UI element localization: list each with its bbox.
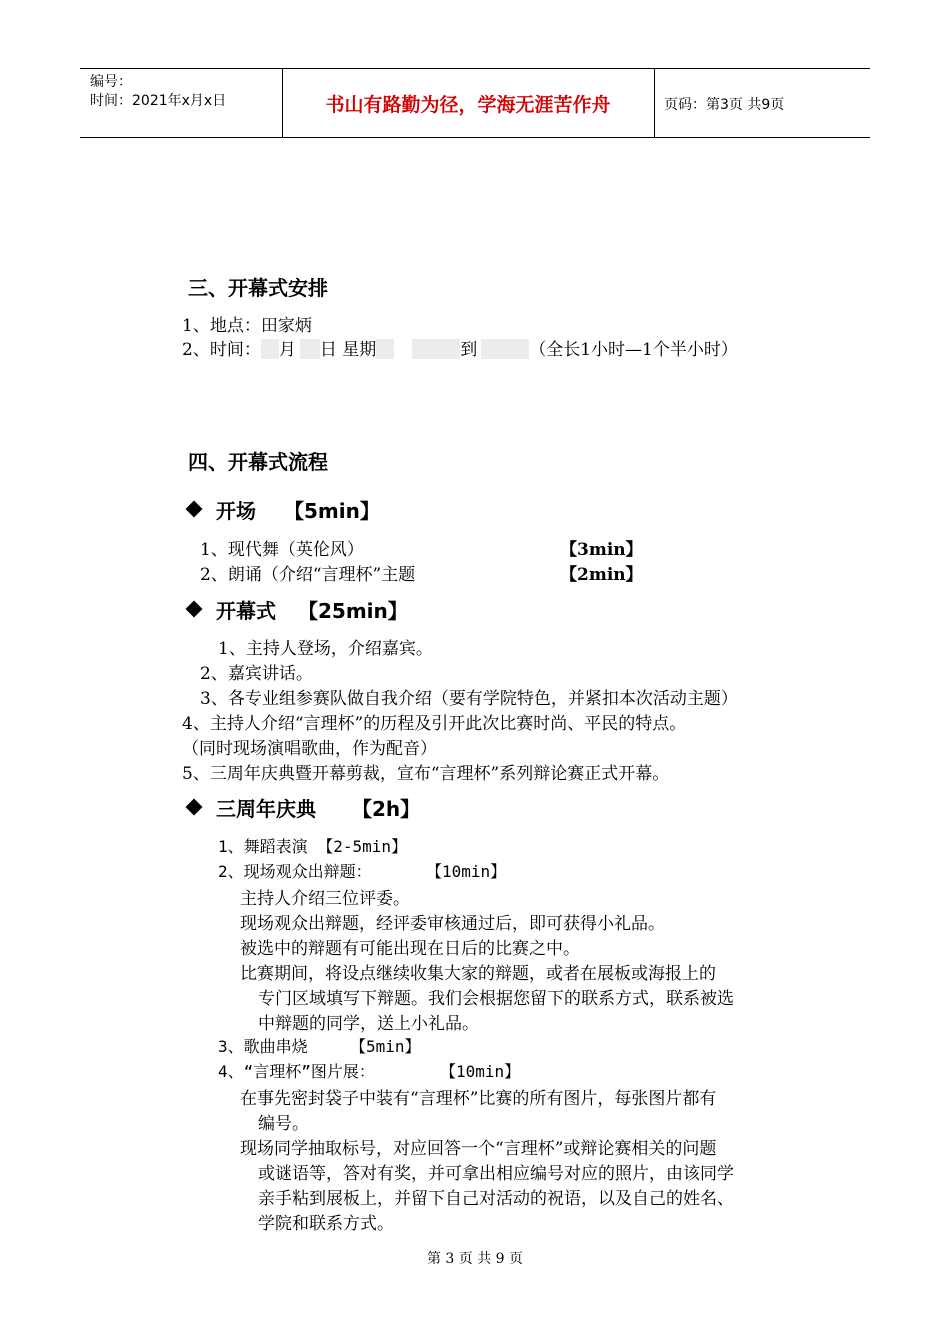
ceremony-item: 1、主持人登场，介绍嘉宾。	[218, 639, 433, 659]
anniversary-title: 三周年庆典	[216, 797, 316, 821]
item4-line: 编号。	[258, 1114, 309, 1134]
header-divider	[654, 69, 655, 137]
item4-line: 或谜语等，答对有奖，并可拿出相应编号对应的照片，由该同学	[258, 1164, 734, 1184]
ceremony-item: 3、各专业组参赛队做自我介绍（要有学院特色，并紧扣本次活动主题）	[200, 689, 738, 709]
opening-item-time: 【3min】	[560, 540, 643, 560]
opening-title: 开场	[216, 499, 256, 523]
ceremony-item: 4、主持人介绍“言理杯”的历程及引开此次比赛时尚、平民的特点。	[182, 714, 687, 734]
item4-line: 现场同学抽取标号，对应回答一个“言理杯”或辩论赛相关的问题	[240, 1139, 717, 1159]
section3-title: 三、开幕式安排	[188, 276, 328, 300]
opening-item: 2、朗诵（介绍“言理杯”主题	[200, 565, 416, 585]
item2-line: 主持人介绍三位评委。	[240, 889, 410, 909]
anniversary-item4-time: 【10min】	[440, 1062, 521, 1081]
header-table	[80, 68, 870, 138]
item2-line: 现场观众出辩题，经评委审核通过后，即可获得小礼品。	[240, 914, 665, 934]
page-footer: 第 3 页 共 9 页	[426, 1251, 524, 1267]
section4-title: 四、开幕式流程	[188, 450, 328, 474]
blank-field	[481, 339, 529, 359]
ceremony-item: 5、三周年庆典暨开幕剪裁，宣布“言理杯”系列辩论赛正式开幕。	[182, 764, 670, 784]
day-label: 日	[319, 340, 337, 360]
anniversary-heading	[182, 793, 420, 822]
item2-line: 专门区域填写下辩题。我们会根据您留下的联系方式，联系被选	[258, 989, 734, 1009]
header-left-cell	[90, 73, 226, 111]
diamond-bullet-icon	[186, 601, 203, 618]
anniversary-item4: 4、“言理杯”图片展：	[218, 1062, 375, 1081]
month-label: 月	[278, 340, 296, 360]
blank-field	[261, 339, 279, 359]
ceremony-item: （同时现场演唱歌曲，作为配音）	[182, 739, 437, 759]
blank-field	[376, 339, 394, 359]
header-page-label: 页码：第3页 共9页	[664, 97, 785, 113]
item4-line: 学院和联系方式。	[258, 1214, 394, 1234]
blank-field	[300, 339, 320, 359]
opening-time: 【5min】	[284, 499, 380, 523]
duration-label: （全长1小时—1个半小时）	[529, 340, 738, 360]
opening-item-time: 【2min】	[560, 565, 643, 585]
header-motto: 书山有路勤为径，学海无涯苦作舟	[325, 93, 611, 116]
header-number-label: 编号：	[90, 74, 132, 90]
anniversary-time: 【2h】	[352, 797, 421, 821]
diamond-bullet-icon	[186, 799, 203, 816]
item4-line: 在事先密封袋子中装有“言理杯”比赛的所有图片，每张图片都有	[240, 1089, 717, 1109]
opening-heading	[182, 495, 380, 524]
anniversary-item3-time: 【5min】	[350, 1037, 421, 1056]
ceremony-title: 开幕式	[216, 599, 276, 623]
to-label: 到	[460, 340, 478, 360]
venue-line: 1、地点：田家炳	[182, 316, 312, 336]
ceremony-heading	[182, 595, 408, 624]
anniversary-item2-time: 【10min】	[426, 862, 507, 881]
opening-item: 1、现代舞（英伦风）	[200, 540, 364, 560]
ceremony-time: 【25min】	[298, 599, 408, 623]
item2-line: 比赛期间，将设点继续收集大家的辩题，或者在展板或海报上的	[240, 964, 716, 984]
anniversary-item1: 1、舞蹈表演 【2-5min】	[218, 837, 408, 856]
time-line	[182, 335, 738, 360]
diamond-bullet-icon	[186, 501, 203, 518]
anniversary-item2: 2、现场观众出辩题：	[218, 862, 372, 881]
item2-line: 被选中的辩题有可能出现在日后的比赛之中。	[240, 939, 580, 959]
time-prefix: 2、时间：	[182, 340, 261, 360]
blank-field	[412, 339, 460, 359]
anniversary-item3: 3、歌曲串烧	[218, 1037, 308, 1056]
ceremony-item: 2、嘉宾讲话。	[200, 664, 313, 684]
weekday-label: 星期	[342, 340, 377, 360]
header-time-label: 时间：2021年x月x日	[90, 93, 227, 109]
item4-line: 亲手粘到展板上，并留下自己对活动的祝语，以及自己的姓名、	[258, 1189, 734, 1209]
item2-line: 中辩题的同学，送上小礼品。	[258, 1014, 479, 1034]
